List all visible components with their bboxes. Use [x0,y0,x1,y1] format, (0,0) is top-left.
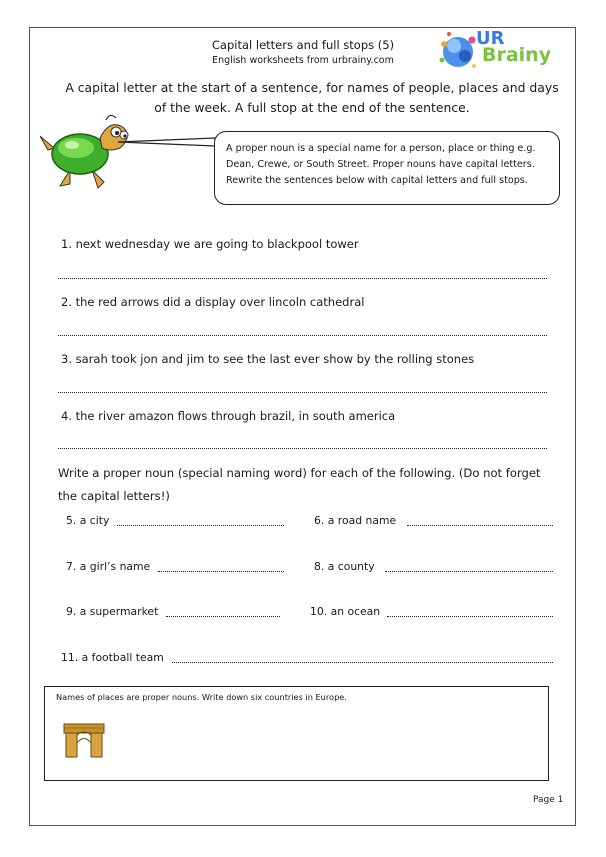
speech-bubble-text [226,141,556,189]
worksheet-subtitle: English worksheets from urbrainy.com [212,55,394,66]
answer-line-4[interactable] [58,448,547,449]
answer-city[interactable] [117,525,284,526]
bubble-line-2: Dean, Crewe, or South Street. Proper nouns have capital letters. [226,159,535,170]
sentence-4: 4. the river amazon flows through brazil, in south america [61,409,396,423]
prompt-city: 5. a city [66,514,110,527]
prompt-girls-name: 7. a girl’s name [66,560,151,573]
logo-ur-text: UR [476,28,505,49]
speech-pointer [118,136,218,156]
answer-line-1[interactable] [58,278,547,279]
answer-line-3[interactable] [58,392,547,393]
bubble-line-1: A proper noun is a special name for a person, place or thing e.g. [226,143,536,154]
answer-ocean[interactable] [387,616,553,617]
logo-brainy-text: Brainy [482,44,552,66]
countries-instruction: Names of places are proper nouns. Write down six countries in Europe. [56,692,347,702]
answer-county[interactable] [385,571,553,572]
answer-road-name[interactable] [407,525,553,526]
prompt-football-team: 11. a football team [61,651,164,664]
prompt-road-name: 6. a road name [314,514,397,527]
prompt-ocean: 10. an ocean [310,605,381,618]
prompt-county: 8. a county [314,560,375,573]
page-number: Page 1 [533,795,564,805]
urbrainy-logo [434,26,550,76]
answer-line-2[interactable] [58,335,547,336]
sentence-1: 1. next wednesday we are going to blackpool tower [61,237,359,251]
sentence-2: 2. the red arrows did a display over lincoln cathedral [61,295,365,309]
arch-icon [63,723,105,758]
answer-football-team[interactable] [172,662,553,663]
sentence-3: 3. sarah took jon and jim to see the last ever show by the rolling stones [61,352,475,366]
answer-supermarket[interactable] [166,616,280,617]
proper-noun-instruction: Write a proper noun (special naming word) for each of the following. (Do not forget the capital letters!) [58,466,541,503]
worksheet-title: Capital letters and full stops (5) [211,38,395,52]
answer-girls-name[interactable] [158,571,284,572]
prompt-supermarket: 9. a supermarket [66,605,159,618]
capital-letter-rule: A capital letter at the start of a sentence, for names of people, places and days of the week. A full stop at the end of the sentence. [65,80,559,115]
bubble-line-3: Rewrite the sentences below with capital letters and full stops. [226,175,528,186]
